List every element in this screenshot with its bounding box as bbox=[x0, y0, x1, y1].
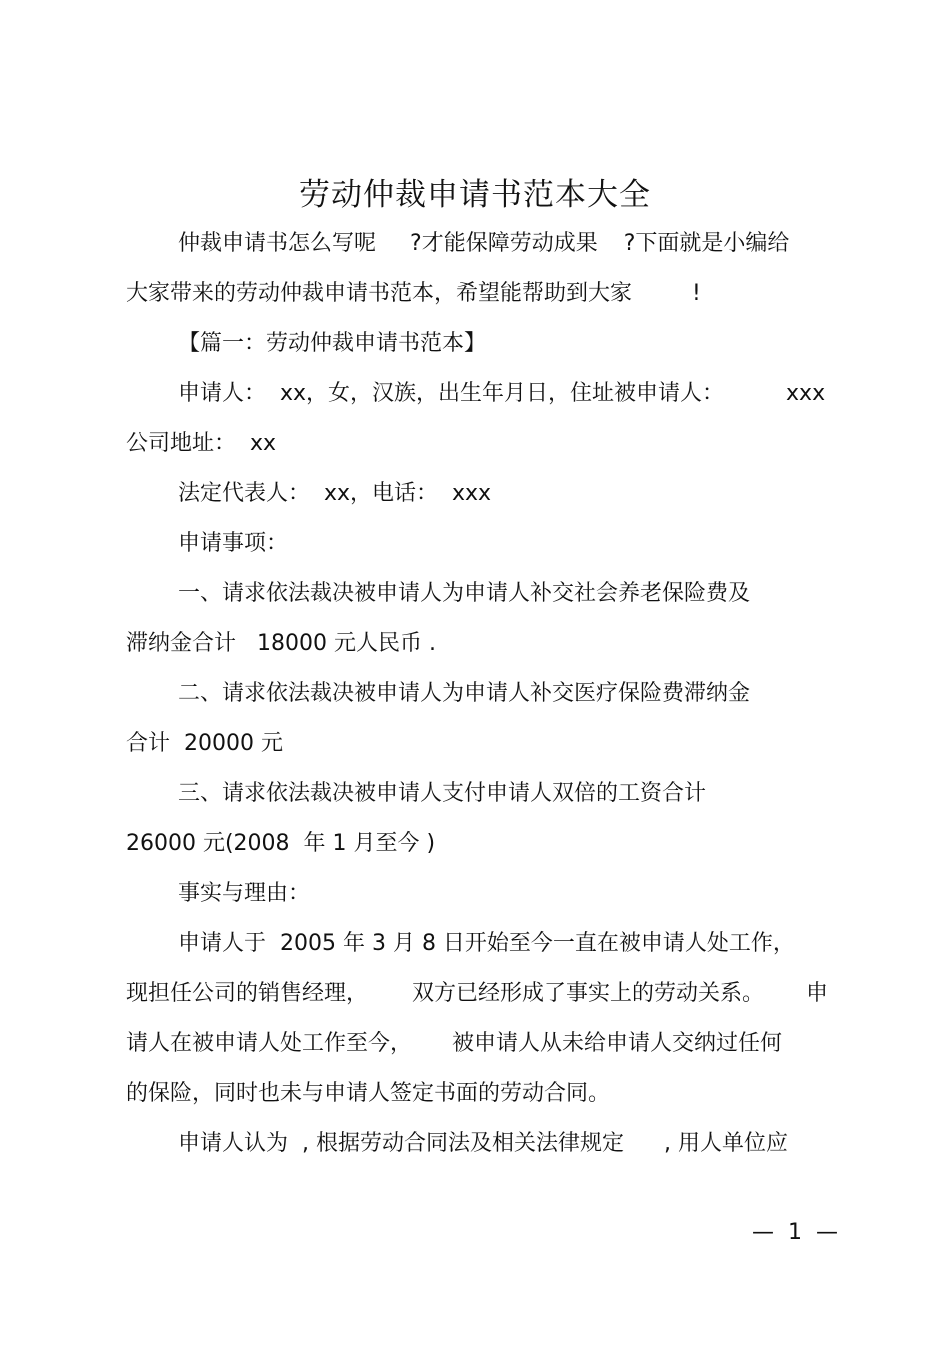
applicant-line-1 bbox=[178, 379, 825, 409]
facts-text: 申请人认为 , 根据劳动合同法及相关法律规定 bbox=[178, 1131, 624, 1156]
facts-text: 被申请人从未给申请人交纳过任何 bbox=[452, 1031, 783, 1056]
facts-text: 请人在被申请人处工作至今， bbox=[126, 1031, 413, 1056]
section-heading: 【篇一：劳动仲裁申请书范本】 bbox=[178, 331, 487, 356]
intro-text: 大家带来的劳动仲裁申请书范本，希望能帮助到大家 bbox=[126, 281, 633, 306]
claim-1-line-2: 滞纳金合计 18000 元人民币 . bbox=[126, 631, 436, 656]
respondent-name: xxx bbox=[786, 381, 826, 406]
claim-2-line-1: 二、请求依法裁决被申请人为申请人补交医疗保险费滞纳金 bbox=[178, 681, 751, 706]
claims-heading: 申请事项： bbox=[178, 531, 289, 556]
facts-text: 双方已经形成了事实上的劳动关系。 bbox=[412, 981, 765, 1006]
facts-text: , 用人单位应 bbox=[663, 1131, 788, 1156]
facts-text: 现担任公司的销售经理， bbox=[126, 981, 369, 1006]
claim-3-line-2: 26000 元(2008 年 1 月至今 ) bbox=[126, 831, 436, 856]
facts-line-3 bbox=[126, 1029, 782, 1059]
applicant-text: 申请人： xx，女，汉族，出生年月日，住址被申请人： bbox=[178, 381, 725, 406]
document-title: 劳动仲裁申请书范本大全 bbox=[299, 177, 651, 213]
intro-line-1 bbox=[178, 229, 789, 259]
facts-line-5 bbox=[178, 1129, 788, 1159]
applicant-line-2: 公司地址： xx bbox=[126, 431, 277, 456]
intro-line-2 bbox=[126, 279, 701, 309]
claim-3-line-1: 三、请求依法裁决被申请人支付申请人双倍的工资合计 bbox=[178, 781, 707, 806]
legal-representative: 法定代表人： xx，电话： xxx bbox=[178, 481, 492, 506]
facts-line-1: 申请人于 2005 年 3 月 8 日开始至今一直在被申请人处工作， bbox=[178, 931, 795, 956]
claim-1-line-1: 一、请求依法裁决被申请人为申请人补交社会养老保险费及 bbox=[178, 581, 751, 606]
claim-2-line-2: 合计 20000 元 bbox=[126, 731, 283, 756]
page-number: — 1 — bbox=[752, 1220, 838, 1245]
intro-text: ?下面就是小编给 bbox=[623, 231, 790, 256]
facts-text: 申 bbox=[806, 981, 829, 1006]
facts-line-4: 的保险，同时也未与申请人签定书面的劳动合同。 bbox=[126, 1081, 611, 1106]
facts-heading: 事实与理由： bbox=[178, 881, 311, 906]
facts-line-2 bbox=[126, 979, 828, 1009]
intro-text: ?才能保障劳动成果 bbox=[410, 231, 598, 256]
intro-text: ! bbox=[692, 281, 701, 306]
intro-text: 仲裁申请书怎么写呢 bbox=[178, 231, 377, 256]
